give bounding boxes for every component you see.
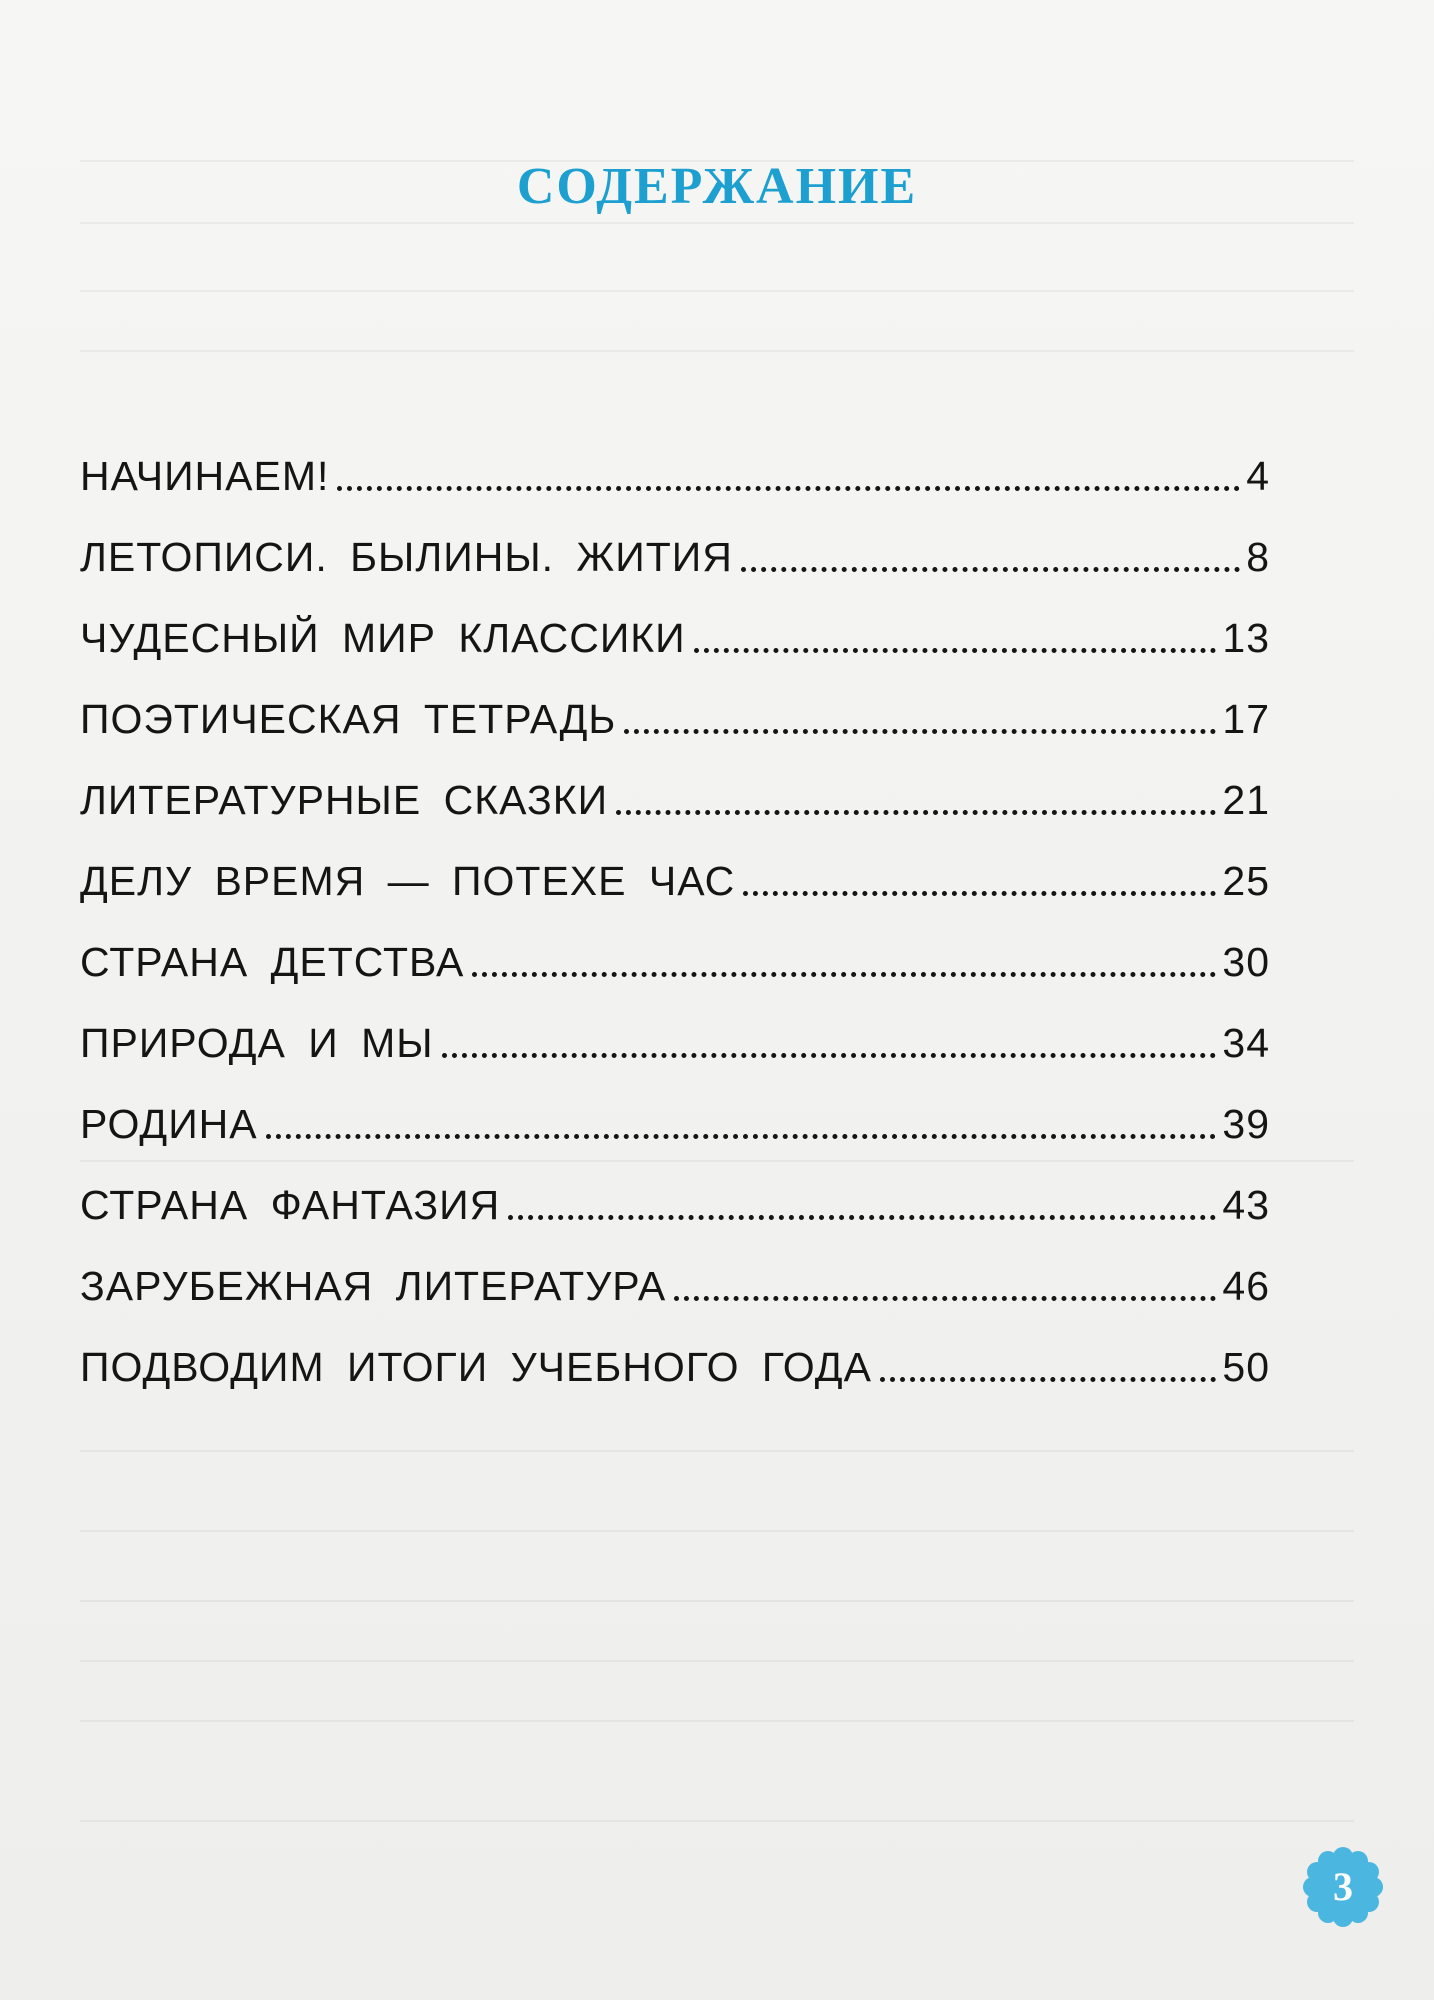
toc-dot-leader — [741, 566, 1240, 572]
toc-dot-leader — [694, 647, 1217, 653]
toc-dot-leader — [442, 1052, 1217, 1058]
ghost-line — [80, 350, 1354, 352]
toc-entry — [80, 582, 1270, 663]
toc-entry — [80, 987, 1270, 1068]
toc-entry — [80, 1149, 1270, 1230]
toc-entry-title: СТРАНА ФАНТАЗИЯ — [80, 1182, 501, 1228]
toc-entry-page: 13 — [1222, 615, 1270, 661]
toc-entry-page: 17 — [1222, 696, 1270, 742]
toc-dot-leader — [880, 1376, 1216, 1382]
toc-entry-page: 25 — [1222, 858, 1270, 904]
toc-entry — [80, 744, 1270, 825]
toc-entry-title: РОДИНА — [80, 1101, 258, 1147]
toc-entry-title: ЧУДЕСНЫЙ МИР КЛАССИКИ — [80, 615, 686, 661]
toc-entry-title: ДЕЛУ ВРЕМЯ — ПОТЕХЕ ЧАС — [80, 858, 736, 904]
toc-entry — [80, 1068, 1270, 1149]
toc-dot-leader — [674, 1295, 1216, 1301]
toc-entry — [80, 906, 1270, 987]
page-title: СОДЕРЖАНИЕ — [516, 157, 918, 215]
ghost-line — [80, 1820, 1354, 1822]
toc-entry-title: ЛИТЕРАТУРНЫЕ СКАЗКИ — [80, 777, 609, 823]
ghost-line — [80, 1600, 1354, 1602]
ghost-line — [80, 290, 1354, 292]
toc-entry-title: НАЧИНАЕМ! — [80, 453, 330, 499]
toc-entry-title: ЗАРУБЕЖНАЯ ЛИТЕРАТУРА — [80, 1263, 667, 1309]
toc-entry — [80, 663, 1270, 744]
toc-entry-title: ПОЭТИЧЕСКАЯ ТЕТРАДЬ — [80, 696, 617, 742]
toc-entry-page: 8 — [1246, 534, 1270, 580]
toc-entry — [80, 420, 1270, 501]
toc-entry-page: 21 — [1222, 777, 1270, 823]
toc-entry-page: 39 — [1222, 1101, 1270, 1147]
toc-entry-page: 43 — [1222, 1182, 1270, 1228]
ghost-line — [80, 1660, 1354, 1662]
toc-dot-leader — [472, 971, 1216, 977]
toc-entry — [80, 1311, 1270, 1392]
toc-entry-page: 50 — [1222, 1344, 1270, 1390]
toc-entry-page: 30 — [1222, 939, 1270, 985]
toc-entry-page: 46 — [1222, 1263, 1270, 1309]
page-number: 3 — [1333, 1864, 1353, 1909]
ghost-line — [80, 1530, 1354, 1532]
toc-entry-title: ПОДВОДИМ ИТОГИ УЧЕБНОГО ГОДА — [80, 1344, 872, 1390]
toc-dot-leader — [266, 1133, 1217, 1139]
toc-entry-title: ЛЕТОПИСИ. БЫЛИНЫ. ЖИТИЯ — [80, 534, 733, 580]
ghost-line — [80, 1450, 1354, 1452]
toc-dot-leader — [624, 728, 1216, 734]
toc-entry — [80, 825, 1270, 906]
toc-entry — [80, 501, 1270, 582]
ghost-line — [80, 222, 1354, 224]
ghost-line — [80, 1720, 1354, 1722]
toc-entry-page: 4 — [1246, 453, 1270, 499]
toc-dot-leader — [743, 890, 1216, 896]
toc-entry-page: 34 — [1222, 1020, 1270, 1066]
table-of-contents — [80, 420, 1270, 1392]
toc-entry-title: СТРАНА ДЕТСТВА — [80, 939, 465, 985]
toc-dot-leader — [337, 485, 1240, 491]
toc-entry — [80, 1230, 1270, 1311]
toc-entry-title: ПРИРОДА И МЫ — [80, 1020, 434, 1066]
toc-dot-leader — [508, 1214, 1216, 1220]
toc-dot-leader — [616, 809, 1216, 815]
